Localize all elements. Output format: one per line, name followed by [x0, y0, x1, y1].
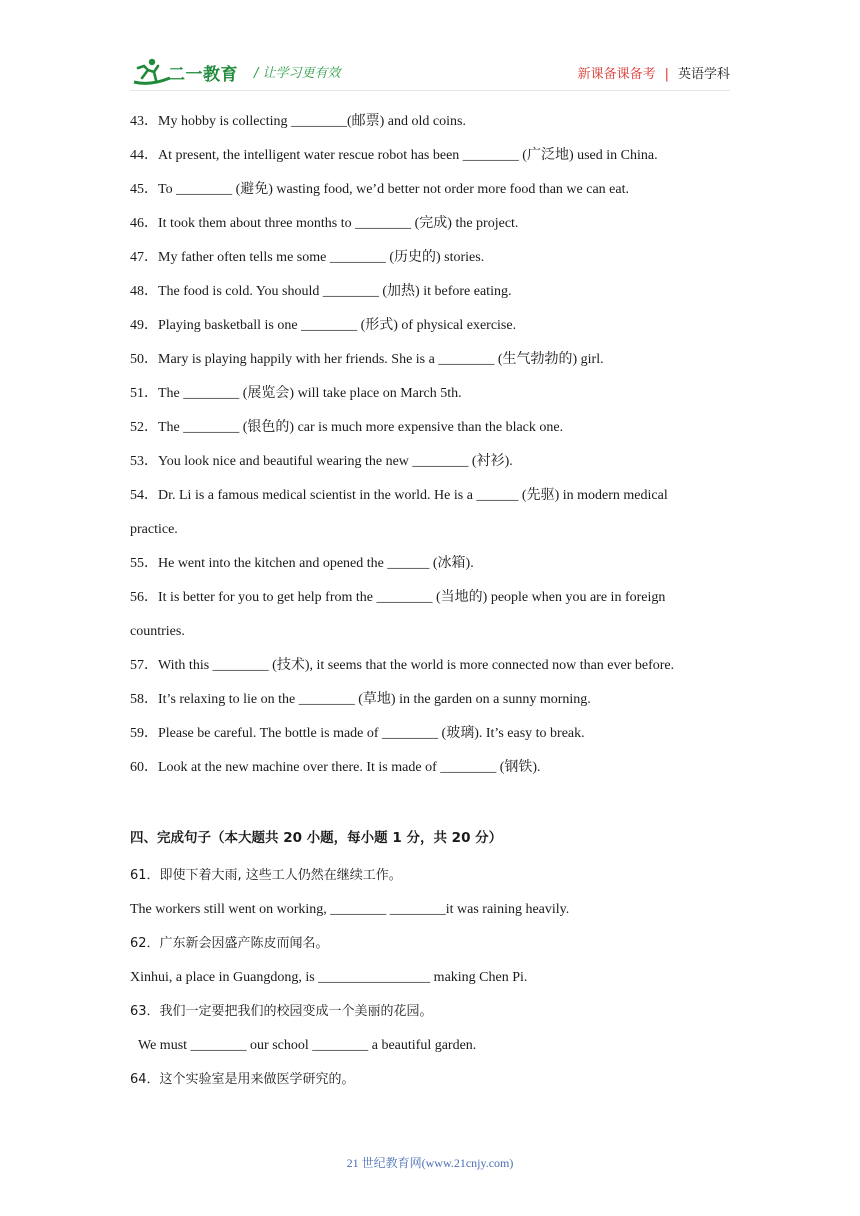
english-sentence: The workers still went on working, ________ ________it was raining heavily. [130, 902, 570, 917]
questions-list [130, 105, 730, 785]
chinese-prompt: 63．我们一定要把我们的校园变成一个美丽的花园。 [130, 1004, 433, 1019]
chinese-prompt: 64．这个实验室是用来做医学研究的。 [130, 1072, 355, 1087]
question-line-continued: practice. [130, 522, 178, 537]
page-header [130, 54, 730, 90]
question-line: 60．Look at the new machine over there. It is made of ________ (钢铁). [130, 760, 541, 775]
question-line: 57．With this ________ (技术), it seems that the world is more connected now than ever before. [130, 658, 675, 673]
question-line: 45．To ________ (避免) wasting food, we’d better not order more food than we can eat. [130, 182, 629, 197]
header-subject: 英语学科 [677, 67, 730, 82]
slogan: / 让学习更有效 [254, 66, 341, 81]
question-line: 52．The ________ (银色的) car is much more expensive than the black one. [130, 420, 564, 435]
question-line: 58．It’s relaxing to lie on the ________ (草地) in the garden on a sunny morning. [130, 692, 591, 707]
question-line: 44．At present, the intelligent water rescue robot has been ________ (广泛地) used in China. [130, 148, 658, 163]
header-course-label: 新课备课备考 [577, 67, 656, 82]
page-footer: 21 世纪教育网(www.21cnjy.com) [346, 1156, 514, 1170]
question-line: 47．My father often tells me some ________ (历史的) stories. [130, 250, 485, 265]
question-line: 55．He went into the kitchen and opened the ______ (冰箱). [130, 556, 474, 571]
question-line: 53．You look nice and beautiful wearing the new ________ (衬衫). [130, 454, 513, 469]
question-line: 48．The food is cold. You should ________ (加热) it before eating. [130, 284, 512, 299]
header-right [578, 63, 730, 82]
question-line: 43．My hobby is collecting ________(邮票) and old coins. [130, 114, 466, 129]
section-title: 四、完成句子（本大题共 20 小题，每小题 1 分，共 20 分） [130, 830, 503, 846]
english-sentence: We must ________ our school ________ a beautiful garden. [138, 1038, 477, 1053]
english-sentence: Xinhui, a place in Guangdong, is ________________ making Chen Pi. [130, 970, 528, 985]
sentence-completion-list [130, 859, 730, 1097]
question-line: 54．Dr. Li is a famous medical scientist in the world. He is a ______ (先驱) in modern medical [130, 488, 668, 503]
question-line: 49．Playing basketball is one ________ (形式) of physical exercise. [130, 318, 517, 333]
chinese-prompt: 62．广东新会因盛产陈皮而闻名。 [130, 936, 329, 951]
header-divider [130, 90, 730, 91]
chinese-prompt: 61．即使下着大雨, 这些工人仍然在继续工作。 [130, 868, 402, 883]
question-line: 51．The ________ (展览会) will take place on March 5th. [130, 386, 462, 401]
question-line-continued: countries. [130, 624, 185, 639]
logo-text: 二一教育 [168, 65, 238, 85]
question-line: 46．It took them about three months to ________ (完成) the project. [130, 216, 519, 231]
question-line: 59．Please be careful. The bottle is made of ________ (玻璃). It’s easy to break. [130, 726, 585, 741]
question-line: 56．It is better for you to get help from the ________ (当地的) people when you are in foreign [130, 590, 666, 605]
header-separator: | [664, 67, 669, 82]
question-line: 50．Mary is playing happily with her friends. She is a ________ (生气勃勃的) girl. [130, 352, 604, 367]
